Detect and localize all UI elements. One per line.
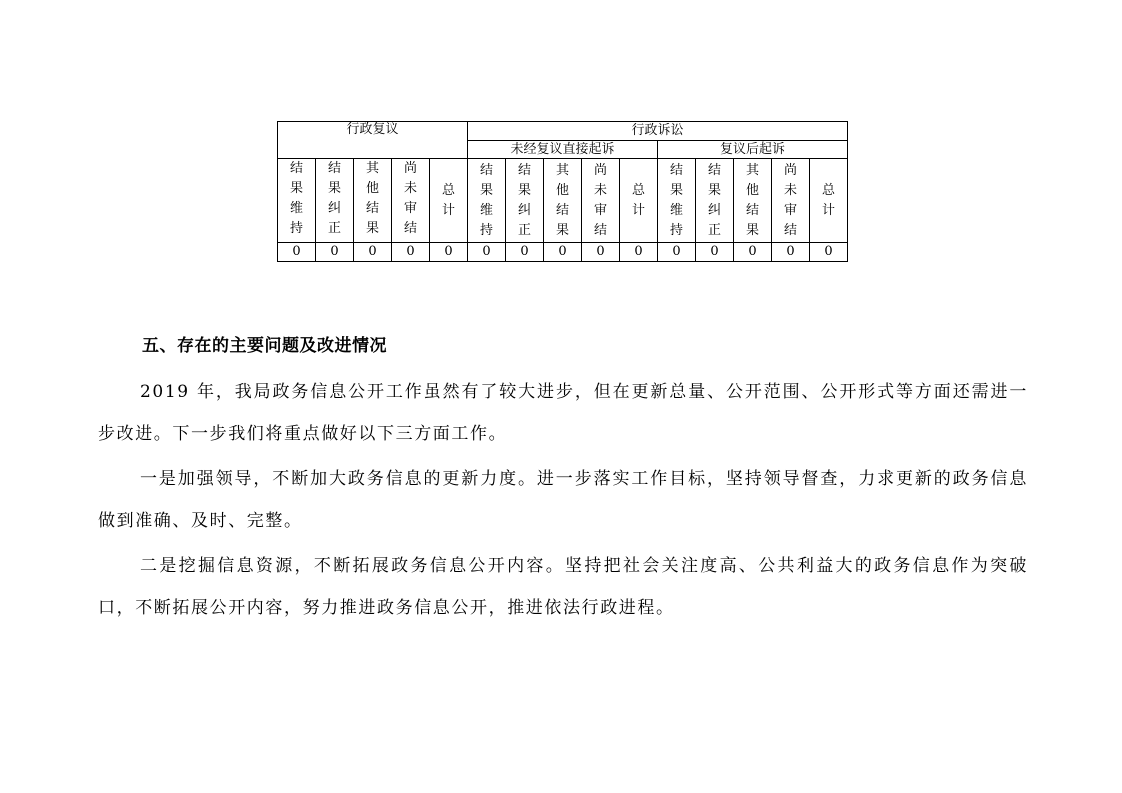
table-cell: 0 — [316, 243, 354, 262]
table-cell: 0 — [468, 243, 506, 262]
table-cell: 0 — [582, 243, 620, 262]
col-header-label: 其他结果 — [745, 162, 759, 238]
header-admin-litigation: 行政诉讼 — [468, 122, 848, 141]
col-header — [772, 159, 810, 243]
col-header — [696, 159, 734, 243]
col-header — [392, 159, 430, 243]
header-admin-review: 行政复议 — [278, 122, 468, 159]
col-header-label: 总计 — [821, 182, 835, 218]
table-cell: 0 — [278, 243, 316, 262]
col-header-label: 尚未审结 — [403, 161, 417, 236]
col-header — [582, 159, 620, 243]
table-cell: 0 — [734, 243, 772, 262]
col-header — [658, 159, 696, 243]
col-header — [468, 159, 506, 243]
section-heading: 五、存在的主要问题及改进情况 — [142, 336, 387, 356]
col-header — [734, 159, 772, 243]
table-cell: 0 — [810, 243, 848, 262]
col-header-label: 其他结果 — [365, 161, 379, 236]
col-header-label: 结果纠正 — [327, 161, 341, 236]
col-header-label: 尚未审结 — [783, 162, 797, 238]
table-row — [278, 243, 848, 262]
col-header-label: 总计 — [631, 182, 645, 218]
col-header-label: 其他结果 — [555, 162, 569, 238]
col-header-label: 结果维持 — [669, 162, 683, 238]
col-header-label: 结果纠正 — [707, 162, 721, 238]
paragraph: 2019 年，我局政务信息公开工作虽然有了较大进步，但在更新总量、公开范围、公开形式等方面还需进一步改进。下一步我们将重点做好以下三方面工作。 — [98, 382, 1028, 444]
col-header — [544, 159, 582, 243]
table-cell: 0 — [430, 243, 468, 262]
col-header — [354, 159, 392, 243]
paragraph: 一是加强领导，不断加大政务信息的更新力度。进一步落实工作目标，坚持领导督查，力求更新的政务信息做到准确、及时、完整。 — [98, 469, 1028, 531]
paragraph: 二是挖掘信息资源，不断拓展政务信息公开内容。坚持把社会关注度高、公共利益大的政务信息作为突破口，不断拓展公开内容，努力推进政务信息公开，推进依法行政进程。 — [98, 556, 1028, 618]
col-header — [316, 159, 354, 243]
table-cell: 0 — [772, 243, 810, 262]
col-header-label: 总计 — [441, 182, 455, 218]
col-header — [278, 159, 316, 243]
col-header — [810, 159, 848, 243]
header-litigation-after-review: 复议后起诉 — [658, 141, 848, 159]
col-header-label: 结果纠正 — [517, 162, 531, 238]
col-header — [620, 159, 658, 243]
col-header-label: 尚未审结 — [593, 162, 607, 238]
table-cell: 0 — [544, 243, 582, 262]
table-cell: 0 — [658, 243, 696, 262]
table-cell: 0 — [696, 243, 734, 262]
col-header — [430, 159, 468, 243]
col-header-label: 结果维持 — [479, 162, 493, 238]
table-cell: 0 — [620, 243, 658, 262]
table-cell: 0 — [354, 243, 392, 262]
table-cell: 0 — [506, 243, 544, 262]
table-cell: 0 — [392, 243, 430, 262]
col-header-label: 结果维持 — [289, 161, 303, 236]
admin-review-litigation-table — [277, 121, 848, 262]
header-direct-litigation: 未经复议直接起诉 — [468, 141, 658, 159]
col-header — [506, 159, 544, 243]
